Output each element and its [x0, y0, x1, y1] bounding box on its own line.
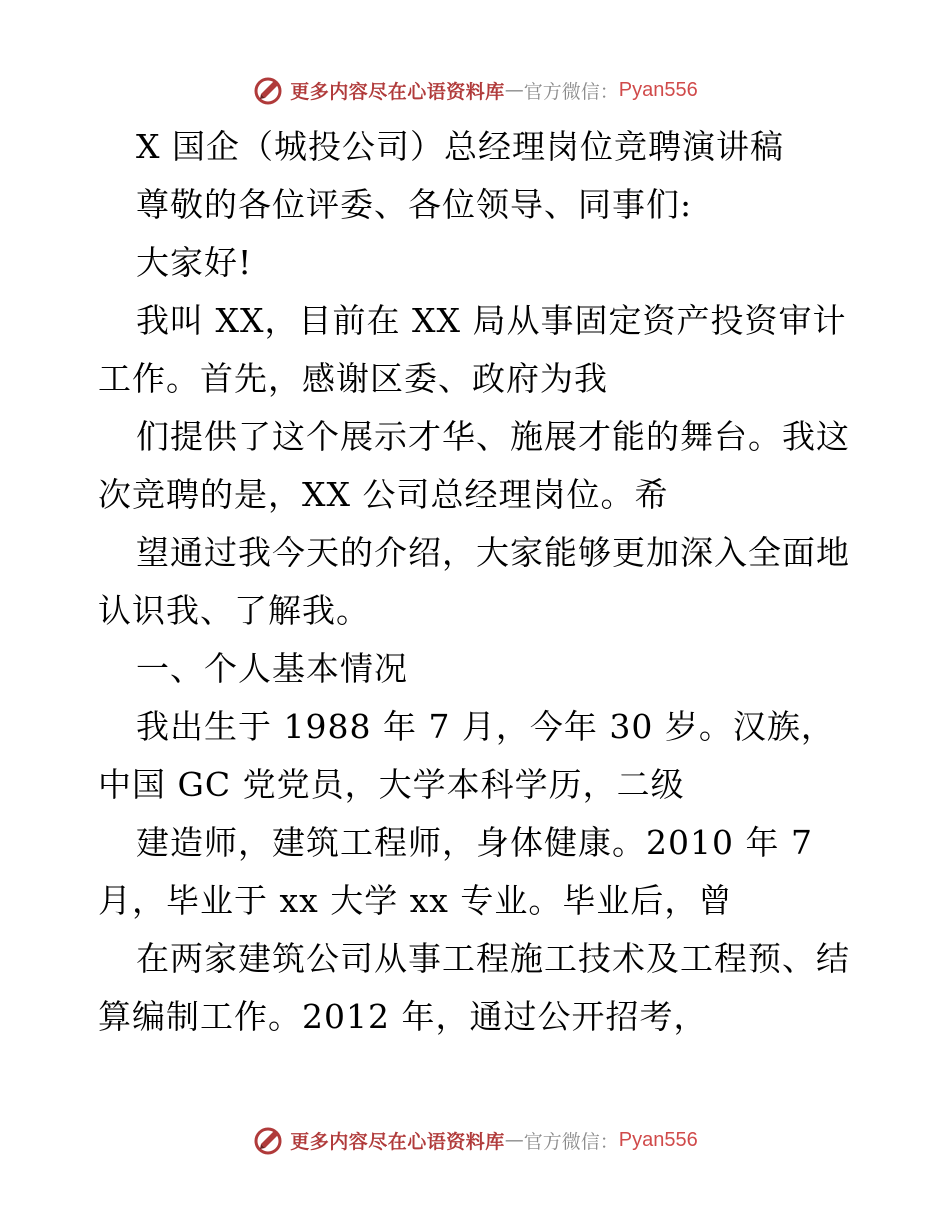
header-banner [0, 70, 950, 110]
greeting: 大家好! [136, 243, 253, 282]
paragraph-line: 算编制工作。2012 年，通过公开招考， [98, 997, 708, 1036]
document-body [98, 118, 858, 1046]
paragraph-line: 工作。首先，感谢区委、政府为我 [98, 359, 608, 398]
paragraph-line: 次竞聘的是，XX 公司总经理岗位。希 [98, 475, 669, 514]
paragraph-line: 我叫 XX，目前在 XX 局从事固定资产投资审计 [136, 301, 847, 340]
banner-separator: — [504, 79, 524, 101]
banner-wechat-label: 官方微信： [523, 1130, 619, 1153]
banner-separator: — [504, 1129, 524, 1151]
brand-logo-icon [252, 74, 284, 106]
paragraph-line: 望通过我今天的介绍，大家能够更加深入全面地 [136, 533, 850, 572]
banner-wechat-id: Pyan556 [618, 78, 698, 101]
banner-slogan: 更多内容尽在心语资料库 [290, 1130, 505, 1153]
paragraph-line: 在两家建筑公司从事工程施工技术及工程预、结 [136, 939, 850, 978]
paragraph-line: 月，毕业于 xx 大学 xx 专业。毕业后，曾 [98, 881, 733, 920]
document-title: X 国企（城投公司）总经理岗位竞聘演讲稿 [136, 127, 784, 166]
footer-banner [0, 1120, 950, 1160]
section-heading: 一、个人基本情况 [136, 649, 408, 688]
paragraph-line: 我出生于 1988 年 7 月，今年 30 岁。汉族， [136, 707, 835, 746]
paragraph-line: 中国 GC 党党员，大学本科学历，二级 [98, 765, 685, 804]
salutation: 尊敬的各位评委、各位领导、同事们: [136, 185, 693, 224]
paragraph-line: 认识我、了解我。 [98, 591, 370, 630]
paragraph-line: 建造师，建筑工程师，身体健康。2010 年 7 [136, 823, 813, 862]
banner-wechat-label: 官方微信： [523, 80, 619, 103]
banner-slogan: 更多内容尽在心语资料库 [290, 80, 505, 103]
brand-logo-icon [252, 1124, 284, 1156]
paragraph-line: 们提供了这个展示才华、施展才能的舞台。我这 [136, 417, 850, 456]
banner-wechat-id: Pyan556 [618, 1128, 698, 1151]
